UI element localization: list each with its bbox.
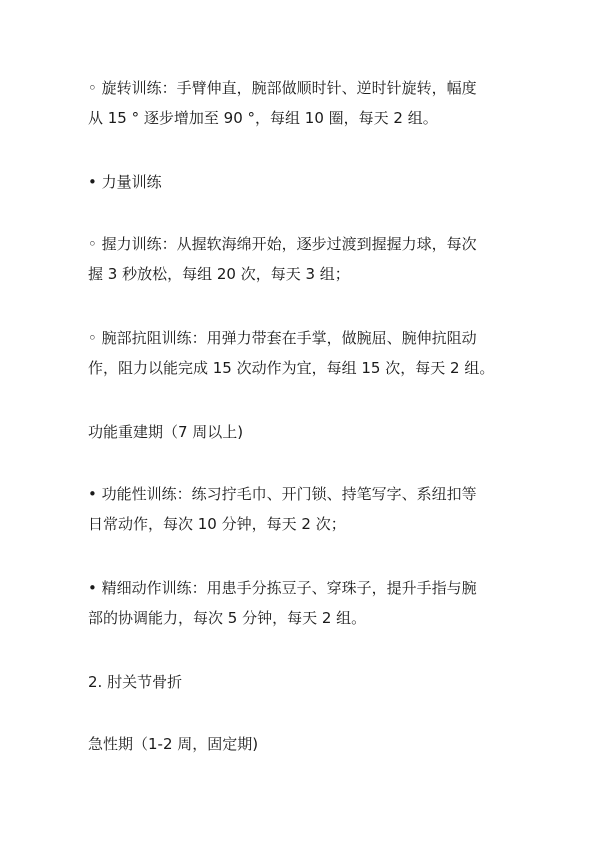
text-line: 急性期（1-2 周，固定期) [88, 735, 259, 753]
rotation-training-paragraph [88, 73, 512, 133]
text-line: 2. 肘关节骨折 [88, 673, 183, 691]
elbow-fracture-heading [88, 667, 512, 697]
text-line: 日常动作，每次 10 分钟，每天 2 次； [88, 515, 346, 533]
grip-training-paragraph [88, 229, 512, 289]
fine-motor-paragraph [88, 573, 512, 633]
text-line: • 精细动作训练：用患手分拣豆子、穿珠子，提升手指与腕 [88, 579, 477, 597]
text-line: • 功能性训练：练习拧毛巾、开门锁、持笔写字、系纽扣等 [88, 485, 477, 503]
strength-training-heading [88, 167, 512, 197]
text-line: ◦ 腕部抗阻训练：用弹力带套在手掌，做腕屈、腕伸抗阻动 [88, 329, 477, 347]
text-line: 从 15 ° 逐步增加至 90 °，每组 10 圈，每天 2 组。 [88, 109, 438, 127]
functional-training-paragraph [88, 479, 512, 539]
text-line: 功能重建期（7 周以上) [88, 423, 244, 441]
text-line: ◦ 旋转训练：手臂伸直，腕部做顺时针、逆时针旋转，幅度 [88, 79, 477, 97]
function-rebuild-heading [88, 417, 512, 447]
text-line: 部的协调能力，每次 5 分钟，每天 2 组。 [88, 609, 367, 627]
acute-phase-heading [88, 729, 512, 759]
text-line: 握 3 秒放松，每组 20 次，每天 3 组； [88, 265, 350, 283]
text-line: • 力量训练 [88, 173, 162, 191]
wrist-resistance-paragraph [88, 323, 512, 383]
text-line: 作，阻力以能完成 15 次动作为宜，每组 15 次，每天 2 组。 [88, 359, 495, 377]
text-line: ◦ 握力训练：从握软海绵开始，逐步过渡到握握力球，每次 [88, 235, 477, 253]
